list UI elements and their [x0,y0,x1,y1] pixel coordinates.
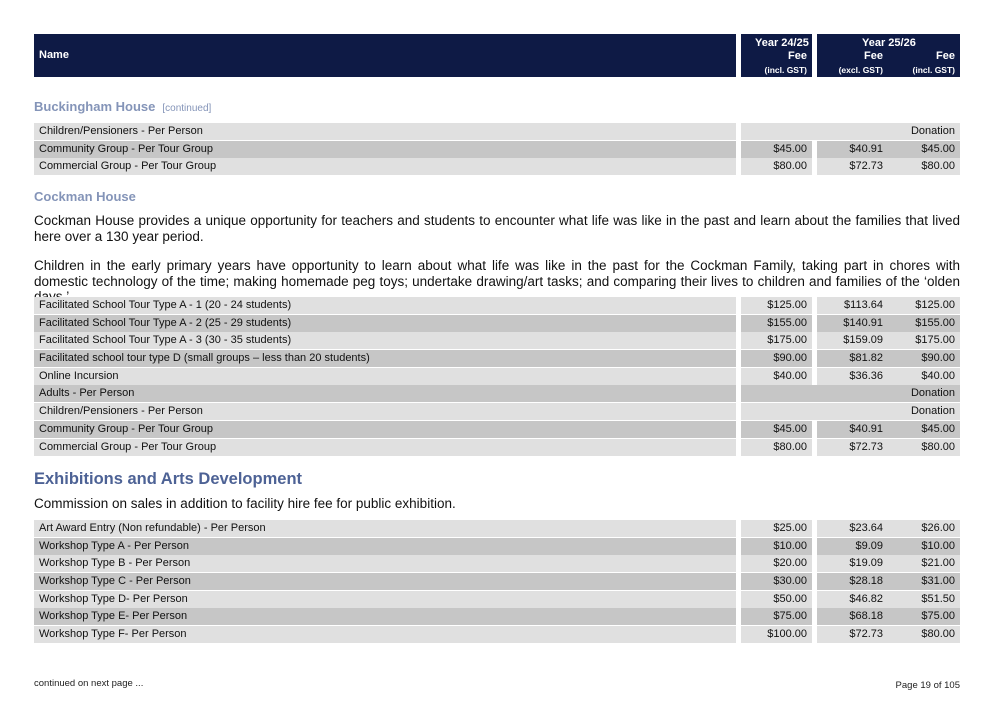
header-name-label: Name [39,49,69,61]
header-year1-label: Year 24/25 [755,37,809,49]
header-year2-fee-excl: Fee [864,50,883,62]
row-item-name: Adults - Per Person [34,385,736,402]
row-fee-24-25-incl: $90.00 [741,350,812,367]
buckingham-fee-table [34,123,960,176]
row-item-name: Commercial Group - Per Tour Group [34,158,736,175]
table-header-year-24-25 [741,34,812,77]
row-fee-25-26-excl: $68.18 [817,608,888,625]
row-fee-25-26-excl: $46.82 [817,591,888,608]
exhibitions-heading: Exhibitions and Arts Development [34,470,303,488]
table-row [34,158,960,176]
row-item-name: Workshop Type B - Per Person [34,555,736,572]
table-header-year-25-26 [817,34,960,77]
row-fee-25-26-excl: $40.91 [817,141,888,158]
row-fee-24-25-incl: $75.00 [741,608,812,625]
row-fee-25-26-excl: $81.82 [817,350,888,367]
row-fee-24-25-incl: $175.00 [741,332,812,349]
row-fee-24-25-incl: $80.00 [741,439,812,456]
row-item-name: Children/Pensioners - Per Person [34,123,736,140]
row-fee-24-25-incl: $20.00 [741,555,812,572]
header-year2-gst-excl: (excl. GST) [838,65,883,75]
table-row [34,141,960,159]
exhibitions-description: Commission on sales in addition to facility hire fee for public exhibition. [34,496,456,511]
row-item-name: Facilitated School Tour Type A - 3 (30 - 35 students) [34,332,736,349]
row-fee-25-26-incl: $80.00 [888,626,960,643]
page-number: Page 19 of 105 [895,680,960,691]
table-row [34,297,960,315]
row-item-name: Community Group - Per Tour Group [34,421,736,438]
table-row [34,385,960,403]
table-row [34,123,960,141]
row-fee-24-25-incl: $45.00 [741,421,812,438]
table-row [34,421,960,439]
row-fee-25-26-incl: $80.00 [888,439,960,456]
row-fee-24-25-incl: $10.00 [741,538,812,555]
row-fee-25-26-incl: $45.00 [888,141,960,158]
header-year2-fee-incl: Fee [936,50,955,62]
row-donation: Donation [741,403,960,420]
row-fee-25-26-incl: $80.00 [888,158,960,175]
cockman-house-heading [34,189,136,204]
row-fee-25-26-incl: $45.00 [888,421,960,438]
row-fee-24-25-incl: $25.00 [741,520,812,537]
row-item-name: Online Incursion [34,368,736,385]
row-fee-25-26-excl: $72.73 [817,626,888,643]
row-fee-24-25-incl: $125.00 [741,297,812,314]
row-item-name: Workshop Type C - Per Person [34,573,736,590]
row-fee-25-26-incl: $90.00 [888,350,960,367]
table-row [34,520,960,538]
row-fee-24-25-incl: $50.00 [741,591,812,608]
row-fee-24-25-incl: $100.00 [741,626,812,643]
cockman-description-1: Cockman House provides a unique opportunity for teachers and students to encounter what life was like in the past and learn about the families that lived here over a 130 year period. [34,213,960,244]
row-fee-24-25-incl: $45.00 [741,141,812,158]
row-item-name: Workshop Type D- Per Person [34,591,736,608]
continued-note: [continued] [162,103,212,114]
row-item-name: Facilitated School Tour Type A - 2 (25 - 29 students) [34,315,736,332]
row-item-name: Facilitated school tour type D (small groups – less than 20 students) [34,350,736,367]
continued-footer: continued on next page ... [34,678,144,689]
table-row [34,608,960,626]
row-fee-24-25-incl: $40.00 [741,368,812,385]
row-donation: Donation [741,123,960,140]
row-item-name: Community Group - Per Tour Group [34,141,736,158]
row-fee-25-26-excl: $72.73 [817,439,888,456]
row-item-name: Workshop Type E- Per Person [34,608,736,625]
row-fee-25-26-incl: $26.00 [888,520,960,537]
header-year2-label: Year 25/26 [862,37,916,49]
row-fee-25-26-excl: $113.64 [817,297,888,314]
table-row [34,591,960,609]
table-row [34,332,960,350]
row-fee-25-26-excl: $140.91 [817,315,888,332]
header-year1-gst: (incl. GST) [764,65,807,75]
row-fee-25-26-incl: $31.00 [888,573,960,590]
row-fee-25-26-incl: $10.00 [888,538,960,555]
row-item-name: Workshop Type F- Per Person [34,626,736,643]
row-fee-25-26-incl: $51.50 [888,591,960,608]
table-row [34,315,960,333]
table-row [34,573,960,591]
row-fee-25-26-incl: $21.00 [888,555,960,572]
buckingham-title: Buckingham House [34,99,156,114]
row-item-name: Art Award Entry (Non refundable) - Per Person [34,520,736,537]
row-fee-25-26-excl: $9.09 [817,538,888,555]
row-item-name: Facilitated School Tour Type A - 1 (20 - 24 students) [34,297,736,314]
row-fee-25-26-excl: $159.09 [817,332,888,349]
row-item-name: Commercial Group - Per Tour Group [34,439,736,456]
row-item-name: Workshop Type A - Per Person [34,538,736,555]
row-fee-25-26-excl: $72.73 [817,158,888,175]
row-fee-25-26-excl: $28.18 [817,573,888,590]
row-fee-24-25-incl: $155.00 [741,315,812,332]
table-row [34,350,960,368]
row-fee-25-26-excl: $40.91 [817,421,888,438]
cockman-description-2: Children in the early primary years have opportunity to learn about what life was like in the past for the Cockman Family, taking part in chores with domestic technology of the time; making homemade peg toys; undertake drawing/art tasks; and comparing their lives to children and families of the ‘olden [34,258,960,289]
row-fee-25-26-incl: $155.00 [888,315,960,332]
table-row [34,626,960,644]
table-header-name [34,34,736,77]
table-row [34,538,960,556]
row-fee-24-25-incl: $80.00 [741,158,812,175]
table-row [34,368,960,386]
row-fee-25-26-excl: $36.36 [817,368,888,385]
row-fee-25-26-excl: $19.09 [817,555,888,572]
header-year1-fee: Fee [788,50,807,62]
table-row [34,555,960,573]
exhibitions-fee-table [34,520,960,644]
row-fee-25-26-incl: $125.00 [888,297,960,314]
table-row [34,439,960,457]
row-fee-25-26-incl: $175.00 [888,332,960,349]
cockman-title: Cockman House [34,189,136,204]
row-item-name: Children/Pensioners - Per Person [34,403,736,420]
table-row [34,403,960,421]
buckingham-house-heading [34,99,211,114]
row-donation: Donation [741,385,960,402]
row-fee-24-25-incl: $30.00 [741,573,812,590]
row-fee-25-26-incl: $75.00 [888,608,960,625]
header-year2-gst-incl: (incl. GST) [912,65,955,75]
cockman-fee-table [34,297,960,456]
row-fee-25-26-incl: $40.00 [888,368,960,385]
row-fee-25-26-excl: $23.64 [817,520,888,537]
